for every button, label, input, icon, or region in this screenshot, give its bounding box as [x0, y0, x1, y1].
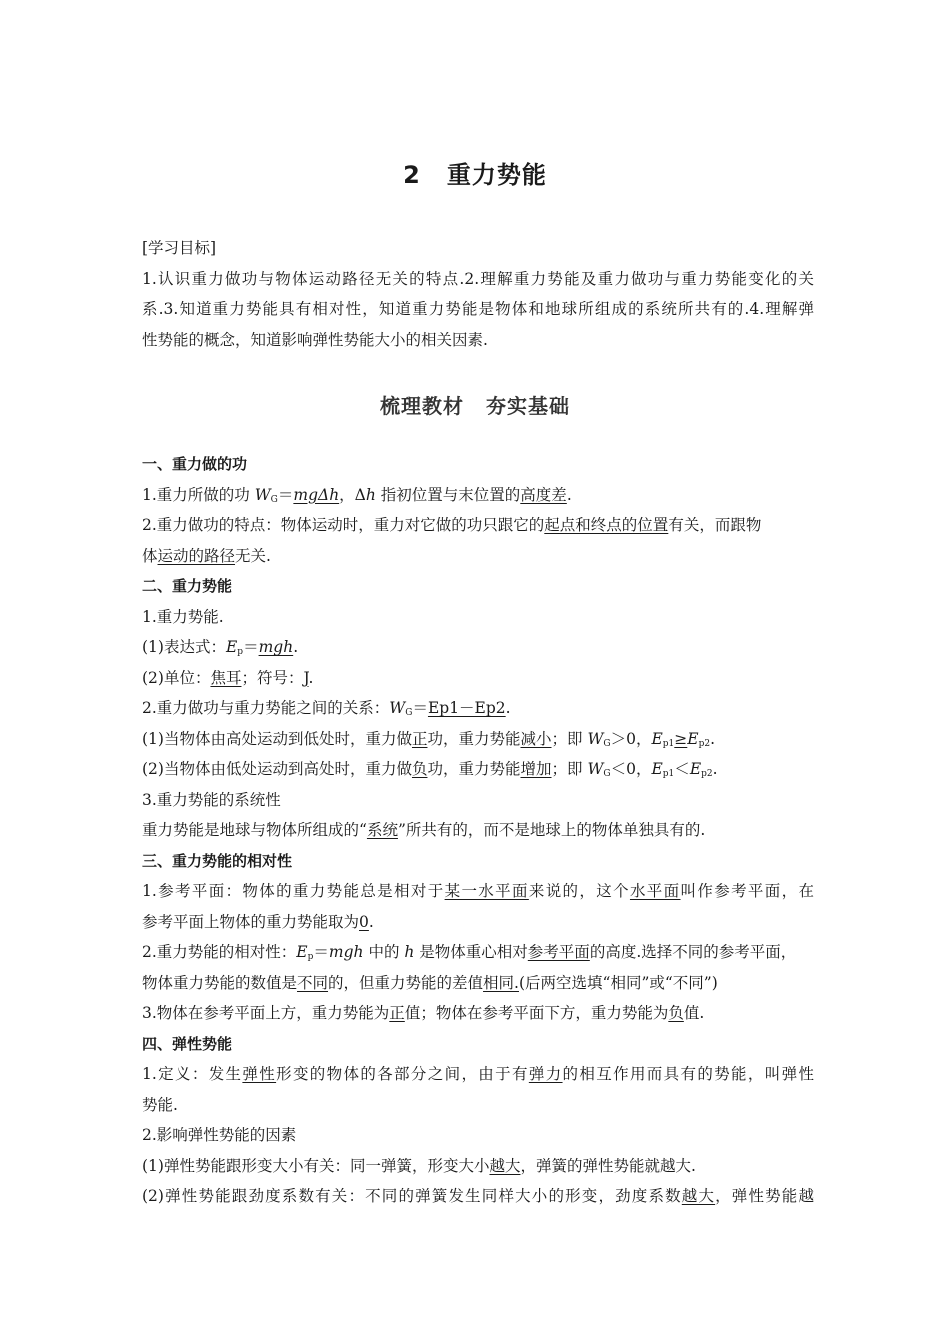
- answer-blank: 焦耳: [210, 668, 242, 687]
- answer-blank: 弹力: [528, 1065, 563, 1083]
- answer-blank: 高度差: [520, 485, 567, 504]
- heading-relativity: 三、重力势能的相对性: [142, 851, 293, 870]
- answer-blank: J: [303, 668, 309, 687]
- answer-blank: 不同: [297, 973, 329, 992]
- goals-line-1: 1.认识重力做功与物体运动路径无关的特点.2.理解重力势能及重力做功与重力势能变化的关: [142, 269, 814, 288]
- paragraph: 体运动的路径无关.: [142, 546, 271, 565]
- answer-blank: 水平面: [629, 882, 681, 900]
- paragraph: 1.参考平面：物体的重力势能总是相对于某一水平面来说的，这个水平面叫作参考平面，在: [142, 882, 814, 900]
- section-heading: 梳理教材 夯实基础: [380, 394, 570, 418]
- answer-blank: 0: [359, 912, 369, 931]
- paragraph: (1)表达式：$E_p=mgh$.: [142, 638, 299, 657]
- answer-blank: ≥: [674, 729, 688, 748]
- answer-blank: 负: [411, 760, 428, 778]
- answer-blank: 相同.: [483, 973, 519, 992]
- paragraph: (2)当物体由低处运动到高处时，重力做负功，重力势能增加；即 $W_G<0$，$E_{p1}<E_{p2}$.: [142, 760, 718, 779]
- answer-blank: 起点和终点的位置: [544, 516, 669, 534]
- goals-label: [学习目标]: [142, 239, 217, 257]
- paragraph: 1.重力势能.: [142, 607, 224, 626]
- lesson-title: [0, 155, 950, 190]
- paragraph: 3.重力势能的系统性: [142, 790, 281, 809]
- answer-blank: mgΔh: [293, 485, 340, 504]
- heading-gravity-pe: 二、重力势能: [142, 577, 233, 595]
- lesson-number: 2: [403, 161, 421, 189]
- answer-blank: 正: [411, 729, 428, 748]
- main-content: [142, 449, 814, 1212]
- answer-blank: 减小: [520, 729, 552, 748]
- paragraph: 2.重力势能的相对性：$E_p=mgh$ 中的 h 是物体重心相对参考平面的高度.选择不同的参考平面，: [142, 943, 797, 962]
- answer-blank: 系统: [366, 821, 398, 839]
- paragraph: 2.影响弹性势能的因素: [142, 1126, 297, 1144]
- paragraph: 2.重力做功与重力势能之间的关系：$W_G=Ep1-Ep2$.: [142, 699, 511, 718]
- goals-line-3: 性势能的概念，知道影响弹性势能大小的相关因素.: [142, 330, 488, 349]
- paragraph: (2)单位：焦耳；符号：J.: [142, 668, 314, 687]
- lesson-title-text: 重力势能: [446, 161, 547, 189]
- learning-goals: [142, 233, 814, 355]
- paragraph: 2.重力做功的特点：物体运动时，重力对它做的功只跟它的起点和终点的位置有关，而跟物: [142, 516, 762, 534]
- answer-blank: 越大: [681, 1187, 716, 1205]
- paragraph: 1.重力所做的功 $W_G=mg\Delta h$，Δh 指初位置与末位置的高度差.: [142, 485, 572, 505]
- answer-blank: 运动的路径: [157, 546, 236, 565]
- paragraph: 势能.: [142, 1095, 178, 1114]
- answer-blank: 正: [389, 1004, 405, 1022]
- paragraph: (1)当物体由高处运动到低处时，重力做正功，重力势能减小；即 $W_G>0$，$E_{p1}\ge E_{p2}$.: [142, 729, 716, 749]
- paragraph: (2)弹性势能跟劲度系数有关：不同的弹簧发生同样大小的形变，劲度系数越大，弹性势能越: [142, 1187, 814, 1205]
- answer-blank: Ep1－Ep2: [427, 699, 506, 717]
- answer-blank: 某一水平面: [444, 882, 529, 900]
- paragraph: 参考平面上物体的重力势能取为0.: [142, 912, 374, 931]
- answer-blank: mgh: [258, 638, 294, 656]
- answer-blank: 负: [668, 1004, 684, 1022]
- answer-blank: 越大: [489, 1156, 521, 1175]
- heading-elastic-pe: 四、弹性势能: [142, 1034, 233, 1053]
- answer-blank: 弹性: [242, 1065, 277, 1083]
- paragraph: 物体重力势能的数值是不同的，但重力势能的差值相同.(后两空选填“相同”或“不同”): [142, 973, 718, 992]
- paragraph: 1.定义：发生弹性形变的物体的各部分之间，由于有弹力的相互作用而具有的势能，叫弹性: [142, 1065, 814, 1083]
- heading-gravity-work: 一、重力做的功: [142, 455, 248, 473]
- answer-blank: 增加: [520, 760, 552, 778]
- goals-line-2: 系.3.知道重力势能具有相对性，知道重力势能是物体和地球所组成的系统所共有的.4.理解弹: [142, 300, 814, 318]
- paragraph: 3.物体在参考平面上方，重力势能为正值；物体在参考平面下方，重力势能为负值.: [142, 1004, 705, 1022]
- answer-blank: 参考平面: [527, 943, 590, 961]
- paragraph: 重力势能是地球与物体所组成的“系统”所共有的，而不是地球上的物体单独具有的.: [142, 821, 706, 839]
- paragraph: (1)弹性势能跟形变大小有关：同一弹簧，形变大小越大，弹簧的弹性势能就越大.: [142, 1156, 696, 1175]
